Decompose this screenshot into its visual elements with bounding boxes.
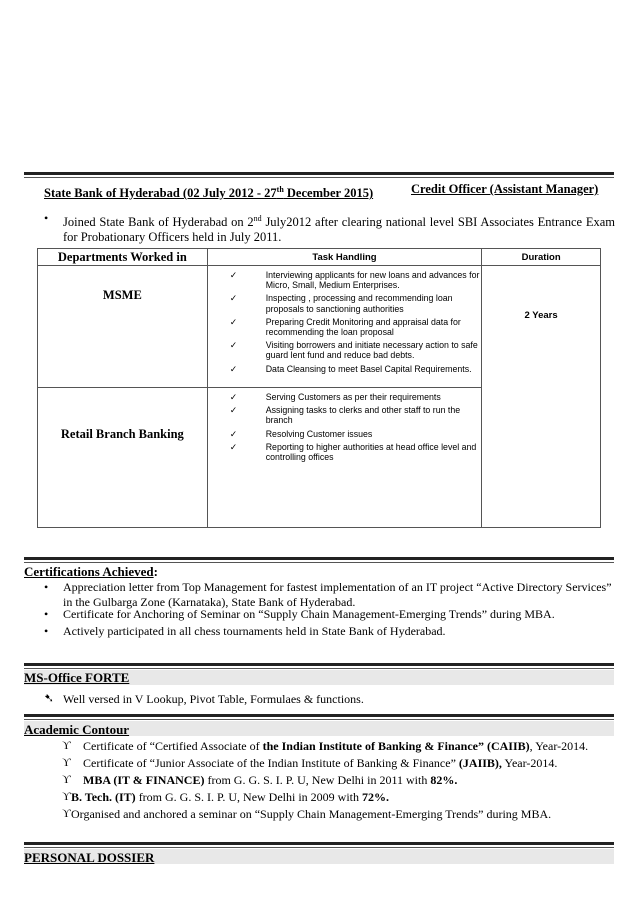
- task-item: ✓ Assigning tasks to clerks and other staff to run the branch: [229, 405, 461, 426]
- dept-name: Retail Branch Banking: [60, 427, 184, 441]
- dept-retail: [38, 388, 208, 528]
- check-icon: ✓: [229, 270, 238, 280]
- header-task-handling: Task Handling: [207, 249, 482, 266]
- personal-title: PERSONAL DOSSIER: [24, 850, 155, 865]
- dept-msme: [38, 266, 208, 388]
- task-item: ✓ Inspecting , processing and recommending loan proposals to sanctioning authorities: [229, 293, 453, 314]
- top-rule-thin: [24, 177, 614, 178]
- check-icon: ✓: [229, 293, 238, 304]
- personal-rule-thin: [24, 847, 614, 848]
- academic-mba: MBA (IT & FINANCE) from G. G. S. I. P. U, New Delhi in 2011 with 82%.: [83, 773, 458, 787]
- cert-item: Actively participated in all chess tournaments held in State Bank of Hyderabad.: [63, 624, 446, 638]
- upsilon-icon: ϒ: [62, 755, 71, 769]
- msoffice-title: MS-Office FORTE: [24, 670, 130, 685]
- task-item: ✓ Data Cleansing to meet Basel Capital Requirements.: [229, 363, 472, 374]
- top-rule: [24, 172, 614, 175]
- bullet-icon: •: [44, 211, 49, 225]
- academic-seminar: Organised and anchored a seminar on “Supply Chain Management-Emerging Trends” during MBA.: [71, 807, 552, 821]
- cert-rule: [24, 557, 614, 560]
- bullet-icon: •: [44, 607, 49, 621]
- check-icon: ✓: [229, 392, 238, 402]
- duration-cell: [482, 266, 601, 388]
- task-item: ✓ Serving Customers as per their requirements: [229, 392, 441, 402]
- personal-rule: [24, 842, 614, 845]
- dept-name: MSME: [102, 288, 142, 302]
- employer-line: State Bank of Hyderabad (02 July 2012 - 27th December 2015): [44, 185, 374, 201]
- check-icon: ✓: [229, 316, 238, 327]
- check-icon: ✓: [229, 363, 238, 374]
- academic-rule-thin: [24, 719, 614, 720]
- duration-cell-empty: [482, 388, 601, 528]
- check-icon: ✓: [229, 428, 238, 439]
- academic-rule: [24, 714, 614, 717]
- departments-table: [37, 248, 601, 528]
- task-item: ✓ Resolving Customer issues: [229, 428, 373, 439]
- msoffice-rule: [24, 663, 614, 666]
- tasks-msme: [207, 266, 482, 388]
- academic-caiib: Certificate of “Certified Associate of the Indian Institute of Banking & Finance” (CAIIB), Year-2014.: [83, 739, 589, 753]
- check-icon: ✓: [229, 405, 238, 416]
- msoffice-rule-thin: [24, 668, 614, 669]
- upsilon-icon: ϒ: [62, 806, 71, 820]
- check-icon: ✓: [229, 441, 238, 452]
- academic-title: Academic Contour: [24, 722, 130, 737]
- bullet-icon: •: [44, 624, 49, 638]
- bullet-icon: •: [44, 580, 49, 594]
- task-list: [208, 392, 482, 462]
- cert-rule-thin: [24, 562, 614, 563]
- duration-value: 2 Years: [524, 310, 558, 321]
- arrow-icon: ➷: [44, 691, 55, 705]
- header-departments: Departments Worked in: [38, 249, 208, 266]
- cert-item: Appreciation letter from Top Management for fastest implementation of an IT project “Active Directory Services” in the Gulbarga Zone (Karnataka), State Bank of Hyderabad.: [63, 580, 612, 609]
- task-item: ✓ Reporting to higher authorities at head office level and controlling offices: [229, 441, 477, 463]
- task-item: ✓ Interviewing applicants for new loans and advances for Micro, Small, Medium Enterprises.: [229, 270, 480, 291]
- task-list: [208, 270, 482, 374]
- upsilon-icon: ϒ: [62, 789, 71, 803]
- header-duration: Duration: [482, 249, 601, 266]
- check-icon: ✓: [229, 340, 238, 351]
- job-role: Credit Officer (Assistant Manager): [411, 182, 599, 196]
- cert-item: Certificate for Anchoring of Seminar on “Supply Chain Management-Emerging Trends” during MBA.: [63, 607, 555, 621]
- task-item: ✓ Visiting borrowers and initiate necessary action to safe guard lent fund and reduce bad debts.: [229, 340, 478, 361]
- cert-title: Certifications Achieved:: [24, 564, 158, 579]
- task-item: ✓ Preparing Credit Monitoring and appraisal data for recommending the loan proposal: [229, 316, 461, 338]
- upsilon-icon: ϒ: [62, 738, 71, 752]
- tasks-retail: [207, 388, 482, 528]
- academic-btech: B. Tech. (IT) from G. G. S. I. P. U, New Delhi in 2009 with 72%.: [71, 790, 390, 804]
- academic-jaiib: Certificate of “Junior Associate of the Indian Institute of Banking & Finance” (JAIIB), Year-2014.: [83, 756, 558, 770]
- upsilon-icon: ϒ: [62, 772, 71, 786]
- job-intro: Joined State Bank of Hyderabad on 2nd July2012 after clearing national level SBI Associates Entrance Exam for Probationary Officers held in July 2011.: [63, 214, 615, 245]
- msoffice-item: Well versed in V Lookup, Pivot Table, Formulaes & functions.: [63, 692, 364, 706]
